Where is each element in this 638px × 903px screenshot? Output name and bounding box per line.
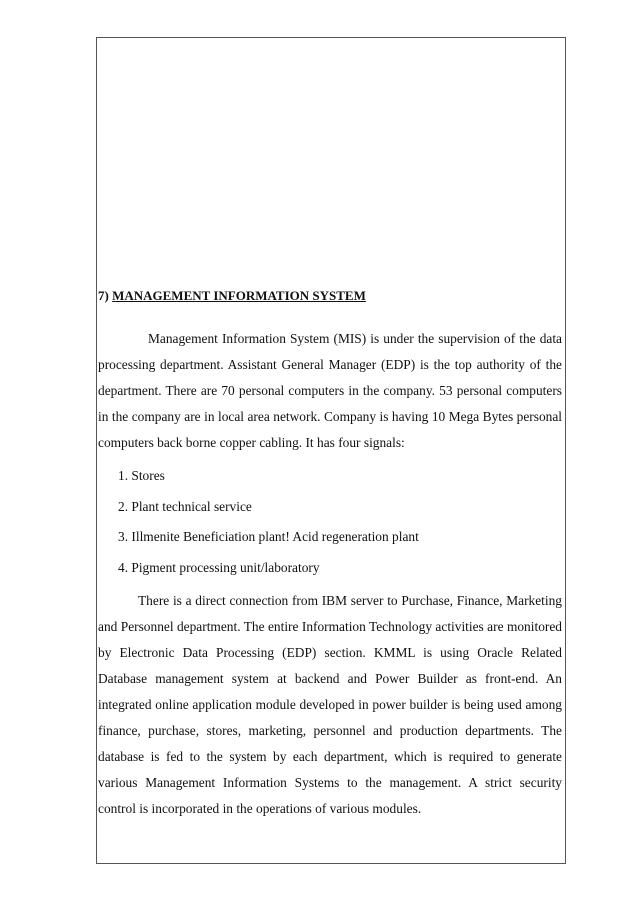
section-title: MANAGEMENT INFORMATION SYSTEM [112, 288, 366, 303]
paragraph-mis-overview: Management Information System (MIS) is under the supervision of the data processing department. Assistant General Manager (EDP) is the top authority of the department. There are 70 personal computers in the company. 53 personal computers in the company are in local area network. Company is having 10 Mega Bytes personal computers back borne copper cabling. It has four signals: [98, 331, 562, 450]
page-content [98, 283, 562, 822]
list-item: 1. Stores [118, 468, 165, 483]
list-item: 4. Pigment processing unit/laboratory [118, 559, 320, 575]
list-item: 2. Plant technical service [118, 498, 252, 514]
section-number: 7) [98, 288, 109, 303]
signals-list [98, 461, 562, 583]
paragraph-it-activities: There is a direct connection from IBM server to Purchase, Finance, Marketing and Personnel department. The entire Information Technology activities are monitored by Electronic Data Processing (EDP) section. KMML is using Oracle Related Database management system at backend and Power Builder as front-end. An integrated online application module developed in power builder is being used among finance, purchase, stores, marketing, personnel and production departments. The database is fed to the system by each department, which is required to generate various Management Information Systems to the management. A strict security control is incorporated in the operations of various modules. [98, 593, 562, 816]
section-heading [98, 283, 562, 309]
list-item: 3. Illmenite Beneficiation plant! Acid regeneration plant [118, 529, 419, 544]
